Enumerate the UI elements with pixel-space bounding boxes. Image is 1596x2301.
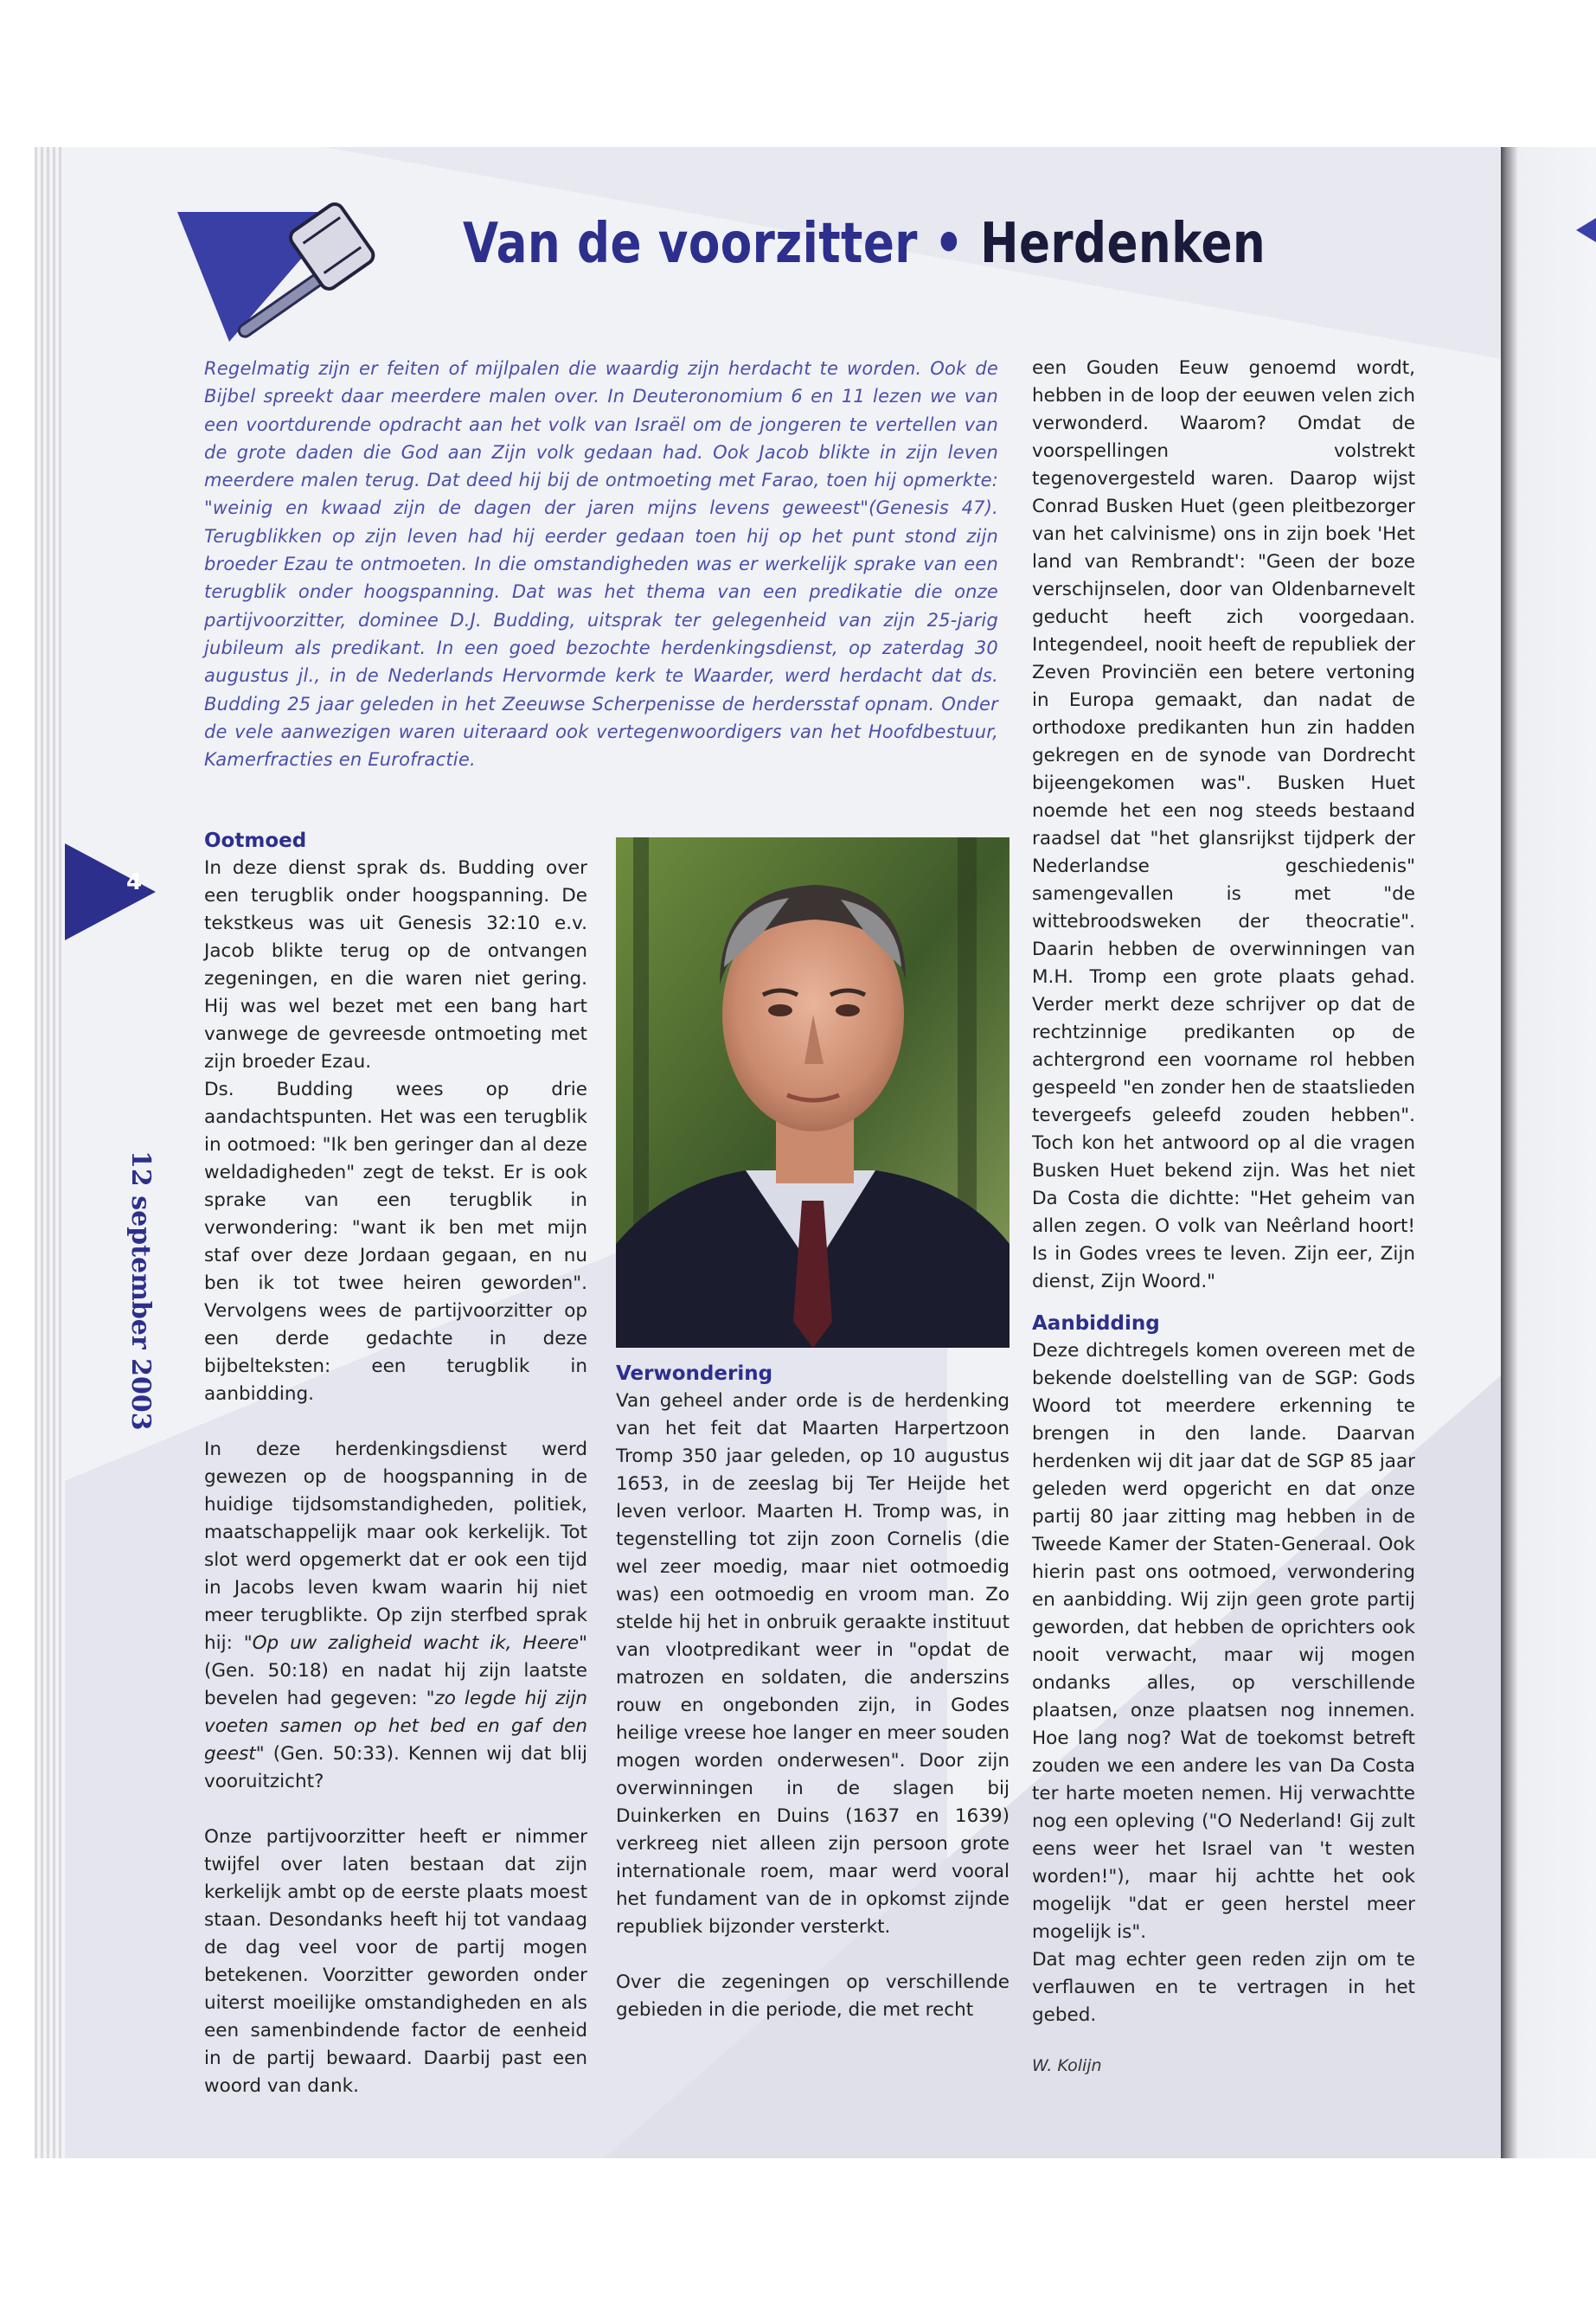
section-heading-aanbidding: Aanbidding [1032,1312,1160,1335]
article-column-3 [1032,355,1415,2080]
article-column-2 [616,1360,1010,2024]
intro-text: Regelmatig zijn er feiten of mijlpalen die waardig zijn herdacht te worden. Ook de Bijbel spreekt daar meerdere malen over. In Deuteronomium 6 en 11 lezen we van een voortdurende opdracht aan het volk van Israël om de jongeren te vertellen van de grote daden die God aan Zijn volk gedaan had. Ook Jacob blikte in zijn leven meerdere malen terug. Dat deed hij bij de ontmoeting met Farao, toen hij opmerkte: "weinig en kwaad zijn de dagen der jaren mijns levens geweest"(Genesis 47). Terugblikken op zijn leven had hij eerder gedaan toen hij op het punt stond zijn broeder Ezau te ontmoeten. In die omstandigheden was er werkelijk sprake van een terugblik onder hoogspanning. Dat was het thema van een predikatie die onze partijvoorzitter, dominee D.J. Budding, uitsprak ter gelegenheid van zijn 25-jarig jubileum als predikant. In een goed bezochte herdenkingsdienst, op zaterdag 30 augustus jl., in de Nederlands Hervormde kerk te Waarder, werd herdacht dat ds. Budding 25 jaar geleden in het Zeeuwse Scherpenisse de herdersstaf opnam. Onder de vele aanwezigen waren uiteraard ook vertegenwoordigers van het Hoofdbestuur, Kamerfracties en Eurofractie. [204,358,998,771]
page-edges [35,147,69,2158]
page-number-tab [65,843,156,940]
gavel-icon [177,195,415,350]
paragraph: In deze dienst sprak ds. Budding over een terugblik onder hoogspanning. De tekstkeus was uit Genesis 32:10 e.v. Jacob blikte terug op de ontvangen zegeningen, en die waren niet gering. Hij was wel bezet met een bang hart vanwege de gevreesde ontmoeting met zijn broeder Ezau. [204,857,587,1073]
next-page-arrow-icon [1576,218,1596,242]
paragraph: Over die zegeningen op verschillende gebieden in die periode, die met recht [616,1971,1010,2021]
paragraph: Dat mag echter geen reden zijn om te verflauwen en te vertragen in het gebed. [1032,1949,1415,2026]
article-intro [204,355,998,773]
article-column-1 [204,827,587,2100]
portrait-photo [616,837,1010,1348]
page-number: 4 [126,869,143,895]
paragraph: Deze dichtregels komen overeen met de bekende doelstelling van de SGP: Gods Woord tot meerdere erkenning te brengen in den lande. Daarvan herdenken wij dit jaar dat de SGP 85 jaar geleden werd opgericht en dat onze partij 80 jaar zitting mag hebben in de Tweede Kamer der Staten-Generaal. Ook hierin past ons ootmoed, verwondering en aanbidding. Wij zijn geen grote partij geworden, dat hebben de oprichters ook nooit verwacht, maar wij mogen ondanks alles, op verschillende plaatsen, onze plaatsen nog innemen. Hoe lang nog? Wat de toekomst betreft zouden we een andere les van Da Costa ter harte moeten nemen. Hij verwachtte nog een opleving ("O Nederland! Gij zult eens weer het Israel van 't westen worden!"), maar hij achtte het ook mogelijk "dat er geen herstel meer mogelijk is". [1032,1340,1415,1943]
paragraph: In deze herdenkingsdienst werd gewezen op de hoogspanning in de huidige tijdsomstandigheden, politiek, maatschappelijk maar ook kerkelijk. Tot slot werd opgemerkt dat er ook een tijd in Jacobs leven kwam waarin hij niet meer terugblikte. Op zijn sterfbed sprak hij: "Op uw zaligheid wacht ik, Heere" (Gen. 50:18) en nadat hij zijn laatste bevelen had gegeven: "zo legde hij zijn voeten samen op het bed en gaf den geest" (Gen. 50:33). Kennen wij dat blij vooruitzicht? [204,1439,588,1792]
page-title: Van de voorzitter • Herdenken [463,212,1266,276]
paragraph: Ds. Budding wees op drie aandachtspunten. Het was een terugblik in ootmoed: "Ik ben geringer dan al deze weldadigheden" zegt de tekst. Er is ook sprake van een terugblik in verwondering: "want ik ben met mijn staf over deze Jordaan gegaan, en nu ben ik tot twee heiren geworden". Vervolgens wees de partijvoorzitter op een derde gedachte in deze bijbelteksten: een terugblik in aanbidding. [204,1079,587,1405]
section-heading-verwondering: Verwondering [616,1362,773,1385]
paragraph: Van geheel ander orde is de herdenking van het feit dat Maarten Harpertzoon Tromp 350 jaar geleden, op 10 augustus 1653, in de zeeslag bij Ter Heijde het leven verloor. Maarten H. Tromp was, in tegenstelling tot zijn zoon Cornelis (die wel zeer moedig, maar niet ootmoedig was) een ootmoedig en vroom man. Zo stelde hij het in onbruik geraakte instituut van vlootpredikant weer in "opdat de matrozen en soldaten, die anderszins rouw en ongebonden zijn, in Godes heilige vreese hoe langer en meer souden mogen worden onderwesen". Door zijn overwinningen in de slagen bij Duinkerken en Duins (1637 en 1639) verkreeg niet alleen zijn persoon grote internationale roem, maar werd vooral het fundament van de in opkomst zijnde republiek bijzonder versterkt. [616,1390,1010,1938]
author-signature: W. Kolijn [1032,2056,1102,2075]
issue-date: 12 september 2003 [125,1150,156,1431]
paragraph: Onze partijvoorzitter heeft er nimmer twijfel over laten bestaan dat zijn kerkelijk ambt op de eerste plaats moest staan. Desondanks heeft hij tot vandaag de dag veel voor de partij mogen betekenen. Voorzitter geworden onder uiterst moeilijke omstandigheden en als een samenbindende factor de eenheid in de partij bewaard. Daarbij past een woord van dank. [204,1826,587,2097]
section-heading-ootmoed: Ootmoed [204,830,307,852]
paragraph: een Gouden Eeuw genoemd wordt, hebben in de loop der eeuwen velen zich verwonderd. Waarom? Omdat de voorspellingen volstrekt tegenovergesteld waren. Daarop wijst Conrad Busken Huet (geen pleitbezorger van het calvinisme) ons in zijn boek 'Het land van Rembrandt': "Geen der boze verschijnselen, door van Oldenbarnevelt geducht heeft zich voorgedaan. Integendeel, nooit heeft de republiek der Zeven Provinciën een betere vertoning in Europa gemaakt, dan nadat de orthodoxe predikanten hun zin hadden gekregen en de synode van Dordrecht bijeengekomen was". Busken Huet noemde het een nog steeds bestaand raadsel dat "het glansrijkst tijdperk der Nederlandse geschiedenis" samengevallen is met "de wittebroodsweken der theocratie". Daarin hebben de overwinningen van M.H. Tromp een grote plaats gehad. Verder merkt deze schrijver op dat de rechtzinnige predikanten op de achtergrond een voorname rol hebben gespeeld "en zonder hen de staatslieden tevergeefs geleefd zouden hebben". Toch kon het antwoord op al die vragen Busken Huet bekend zijn. Was het niet Da Costa die dichtte: "Het geheim van allen zegen. O volk van Neêrland hoort! Is in Godes vrees te leven. Zijn eer, Zijn dienst, Zijn Woord." [1032,357,1415,1292]
next-page-edge [1501,147,1596,2158]
